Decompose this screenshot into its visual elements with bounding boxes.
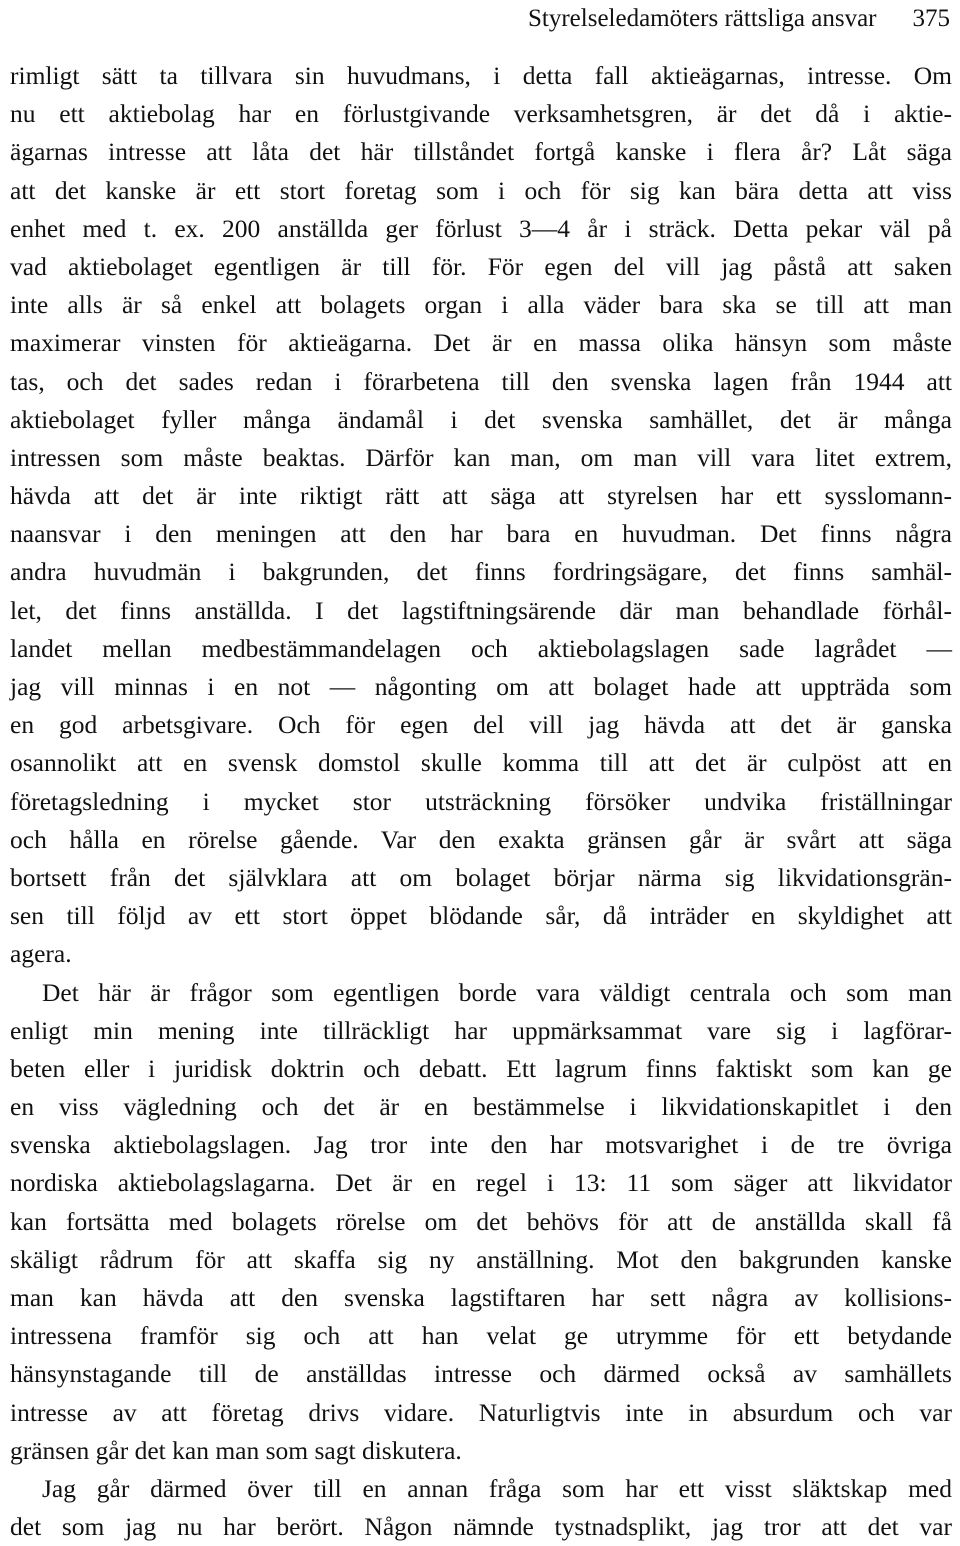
text-line: enhet med t. ex. 200 anställda ger förlust 3—4 år i sträck. Detta pekar väl på [10,213,952,243]
text-line: jag vill minnas i en not — någonting om att bolaget hade att uppträda som [10,672,952,701]
text-line: att det kanske är ett stort foretag som i och för sig kan bära detta att viss [10,175,952,205]
body-text [10,57,952,1546]
running-head [528,4,950,34]
running-title: Styrelseledamöters rättsliga ansvar [528,5,877,32]
text-line: beten eller i juridisk doktrin och debatt. Ett lagrum finns faktiskt som kan ge [10,1053,952,1083]
text-line: gränsen går det kan man som sagt diskutera. [10,1435,462,1465]
text-line: nu ett aktiebolag har en förlustgivande verksamhetsgren, är det då i aktie- [10,99,952,129]
text-line: Jag går därmed över till en annan fråga som har ett visst släktskap med [42,1473,952,1503]
text-line: let, det finns anställda. I det lagstiftningsärende där man behandlade förhål- [10,595,952,625]
text-line: inte alls är så enkel att bolagets organ i alla väder bara ska se till att man [10,290,952,320]
text-line: osannolikt att en svensk domstol skulle komma till att det är culpöst att en [10,748,952,778]
text-line: nordiska aktiebolagslagarna. Det är en regel i 13: 11 som säger att likvidator [10,1168,952,1198]
text-line: landet mellan medbestämmandelagen och aktiebolagslagen sade lagrådet — [10,633,952,663]
text-line: aktiebolaget fyller många ändamål i det svenska samhället, det är många [10,404,952,434]
text-line: naansvar i den meningen att den har bara en huvudman. Det finns några [10,519,952,549]
text-line: andra huvudmän i bakgrunden, det finns fordringsägare, det finns samhäl- [10,557,952,587]
text-line: hävda att det är inte riktigt rätt att säga att styrelsen har ett sysslomann- [10,481,952,511]
text-line: agera. [10,939,72,969]
text-line: hänsynstagande till de anställdas intresse och därmed också av samhällets [10,1359,952,1389]
text-line: ägarnas intresse att låta det här tillståndet fortgå kanske i flera år? Låt säga [10,137,952,167]
text-line: intressena framför sig och att han velat ge utrymme för ett betydande [10,1321,952,1351]
text-line: svenska aktiebolagslagen. Jag tror inte den har motsvarighet i de tre övriga [10,1130,952,1160]
page-number: 375 [912,5,950,32]
text-line: kan fortsätta med bolagets rörelse om det behövs för att de anställda skall få [10,1206,952,1236]
text-line: bortsett från det självklara att om bolaget börjar närma sig likvidationsgrän- [10,862,952,892]
text-line: en god arbetsgivare. Och för egen del vill jag hävda att det är ganska [10,710,952,740]
text-line: en viss vägledning och det är en bestämmelse i likvidationskapitlet i den [10,1092,952,1122]
text-line: man kan hävda att den svenska lagstiftaren har sett några av kollisions- [10,1283,952,1312]
text-line: vad aktiebolaget egentligen är till för. För egen del vill jag påstå att saken [10,251,952,281]
text-line: enligt min mening inte tillräckligt har uppmärksammat vare sig i lagförar- [10,1015,952,1045]
text-line: maximerar vinsten för aktieägarna. Det är en massa olika hänsyn som måste [10,328,952,358]
text-line: företagsledning i mycket stor utsträckning försöker undvika friställningar [10,786,952,816]
text-line: sen till följd av ett stort öppet blödande sår, då inträder en skyldighet att [10,901,952,931]
text-line: rimligt sätt ta tillvara sin huvudmans, i detta fall aktieägarnas, intresse. Om [10,61,952,90]
text-line: och hålla en rörelse gående. Var den exakta gränsen går är svårt att säga [10,824,952,854]
text-line: Det här är frågor som egentligen borde vara väldigt centrala och som man [42,977,952,1007]
text-line: det som jag nu har berört. Någon nämnde tystnadsplikt, jag tror att det var [10,1512,952,1542]
text-line: intressen som måste beaktas. Därför kan man, om man vill vara litet extrem, [10,442,952,472]
text-line: skäligt rådrum för att skaffa sig ny anställning. Mot den bakgrunden kanske [10,1244,952,1274]
text-line: tas, och det sades redan i förarbetena till den svenska lagen från 1944 att [10,366,952,396]
text-line: intresse av att företag drivs vidare. Naturligtvis inte in absurdum och var [10,1397,952,1427]
